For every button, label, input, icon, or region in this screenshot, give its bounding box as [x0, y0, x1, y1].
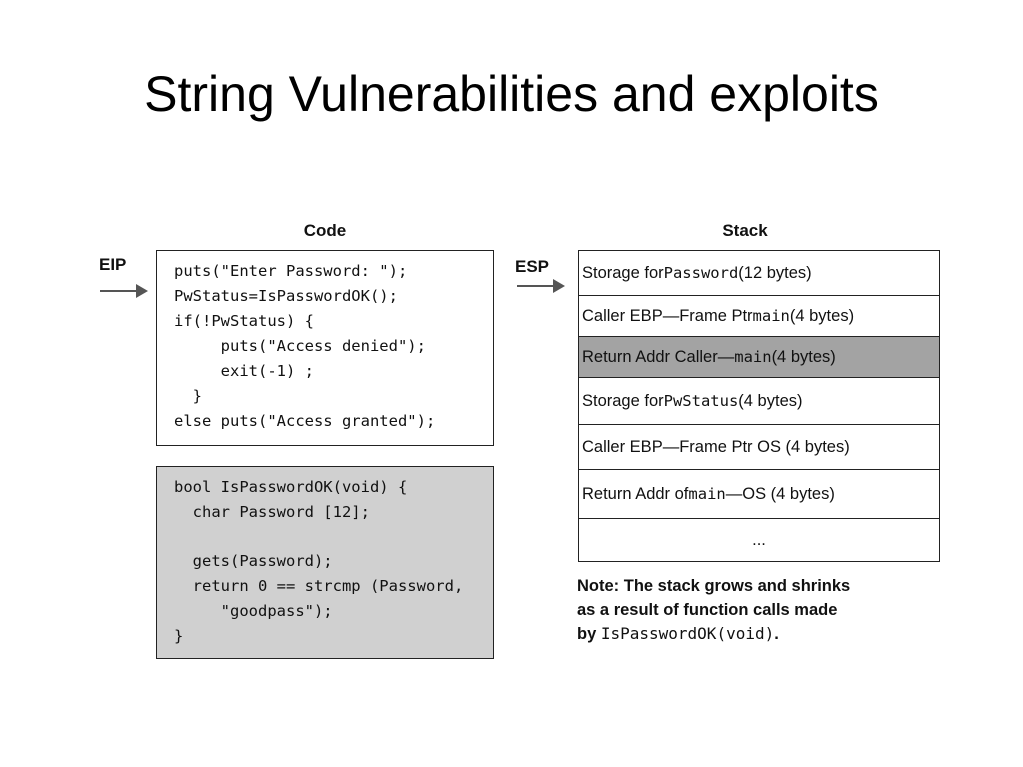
stack-cell-ellipsis: ...: [579, 519, 939, 562]
stack-cell-pwstatus: Storage for PwStatus (4 bytes): [579, 378, 939, 425]
stack-cell-return-addr-main: Return Addr of main —OS (4 bytes): [579, 470, 939, 519]
stack-heading: Stack: [722, 221, 768, 240]
code-line: }: [174, 387, 202, 405]
note-line: by IsPasswordOK(void).: [577, 624, 779, 643]
stack-column: [578, 250, 940, 562]
code-line: bool IsPasswordOK(void) {: [174, 478, 408, 496]
eip-arrow-icon: [100, 281, 148, 301]
main-code-box: [156, 250, 494, 446]
function-code-box: [156, 466, 494, 659]
code-line: char Password [12];: [174, 503, 370, 521]
stack-cell-return-addr-caller: Return Addr Caller— main (4 bytes): [579, 337, 939, 378]
note-line: Note: The stack grows and shrinks: [577, 577, 851, 595]
code-line: exit(-1) ;: [174, 362, 314, 380]
stack-cell-caller-ebp-main: Caller EBP—Frame Ptr main (4 bytes): [579, 296, 939, 337]
slide-title: String Vulnerabilities and exploits: [144, 66, 879, 122]
code-line: gets(Password);: [174, 552, 333, 570]
stack-cell-password: Storage for Password (12 bytes): [579, 251, 939, 296]
stack-note: [577, 574, 957, 646]
esp-label: ESP: [515, 257, 550, 276]
code-line: puts("Enter Password: ");: [174, 262, 408, 280]
code-line: [174, 525, 493, 549]
code-line: }: [174, 627, 184, 645]
code-line: PwStatus=IsPasswordOK();: [174, 287, 398, 305]
note-line: as a result of function calls made: [577, 601, 838, 619]
code-line: else puts("Access granted");: [174, 412, 436, 430]
code-line: return 0 == strcmp (Password,: [174, 577, 464, 595]
code-heading: Code: [303, 221, 347, 240]
esp-arrow-icon: [517, 276, 565, 296]
code-line: puts("Access denied");: [174, 337, 426, 355]
code-line: "goodpass");: [174, 602, 333, 620]
eip-label: EIP: [99, 255, 127, 274]
stack-cell-caller-ebp-os: Caller EBP—Frame Ptr OS (4 bytes): [579, 425, 939, 470]
code-line: if(!PwStatus) {: [174, 312, 314, 330]
